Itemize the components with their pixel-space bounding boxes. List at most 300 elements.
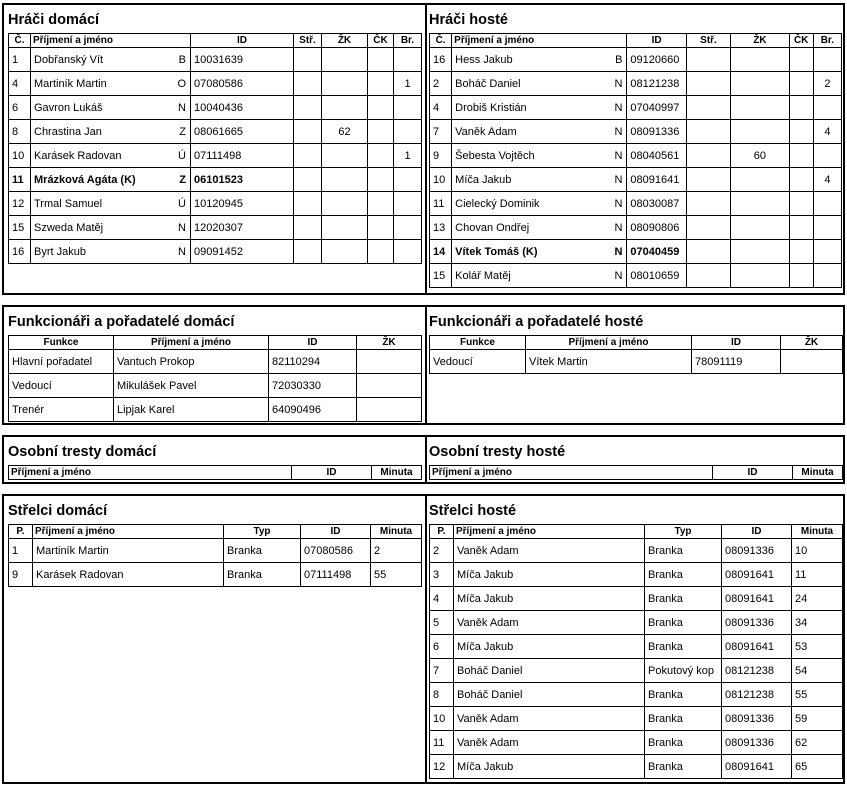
player-ck	[368, 120, 394, 144]
scorer-order: 2	[430, 539, 454, 563]
scorer-id: 08121238	[722, 659, 792, 683]
scorer-order: 9	[9, 563, 33, 587]
player-zk	[322, 72, 368, 96]
player-name-cell	[452, 216, 627, 240]
goal-type: Branka	[645, 539, 722, 563]
scorer-order: 11	[430, 731, 454, 755]
player-number: 8	[9, 120, 31, 144]
col-str: Stř.	[294, 34, 322, 48]
col-id: ID	[191, 34, 294, 48]
official-zk	[357, 350, 422, 374]
player-name-cell	[31, 168, 191, 192]
official-name: Mikulášek Pavel	[114, 374, 269, 398]
table-header-row	[430, 466, 843, 480]
players-section	[2, 3, 845, 295]
col-id: ID	[722, 525, 792, 539]
player-name: Drobiš Kristián	[455, 101, 527, 114]
player-id: 08090806	[627, 216, 686, 240]
player-str	[294, 144, 322, 168]
scorer-id: 08091641	[722, 755, 792, 779]
player-zk: 62	[322, 120, 368, 144]
home-players-panel	[4, 5, 427, 293]
table-row	[430, 48, 842, 72]
official-id: 82110294	[269, 350, 357, 374]
player-name: Chovan Ondřej	[455, 221, 530, 234]
col-p: P.	[9, 525, 33, 539]
player-position: N	[614, 173, 623, 186]
player-zk	[731, 48, 789, 72]
col-zk: ŽK	[781, 336, 843, 350]
officials-section	[2, 305, 845, 425]
player-zk	[731, 192, 789, 216]
col-name: Příjmení a jméno	[114, 336, 269, 350]
player-id: 10120945	[191, 192, 294, 216]
scorer-name: Vaněk Adam	[454, 611, 645, 635]
player-ck	[368, 72, 394, 96]
player-id: 08121238	[627, 72, 686, 96]
player-str	[686, 144, 730, 168]
player-ck	[789, 120, 813, 144]
player-zk	[322, 168, 368, 192]
official-name: Lipjak Karel	[114, 398, 269, 422]
col-br: Br.	[394, 34, 422, 48]
player-number: 14	[430, 240, 452, 264]
col-function: Funkce	[9, 336, 114, 350]
player-str	[294, 96, 322, 120]
table-header-row	[9, 525, 422, 539]
goal-minute: 10	[792, 539, 843, 563]
scorer-order: 4	[430, 587, 454, 611]
player-number: 7	[430, 120, 452, 144]
table-row	[9, 350, 422, 374]
col-zk: ŽK	[731, 34, 789, 48]
col-id: ID	[627, 34, 686, 48]
player-number: 10	[430, 168, 452, 192]
table-row	[9, 192, 422, 216]
home-scorers-panel	[4, 496, 427, 782]
player-br	[394, 168, 422, 192]
goal-minute: 24	[792, 587, 843, 611]
player-zk: 60	[731, 144, 789, 168]
table-row	[9, 96, 422, 120]
player-id: 10031639	[191, 48, 294, 72]
player-name-cell	[452, 168, 627, 192]
goal-minute: 2	[371, 539, 422, 563]
player-id: 10040436	[191, 96, 294, 120]
scorer-order: 5	[430, 611, 454, 635]
player-name-cell	[31, 96, 191, 120]
col-name: Příjmení a jméno	[9, 466, 292, 480]
player-name: Szweda Matěj	[34, 221, 104, 234]
player-name-cell	[452, 192, 627, 216]
player-zk	[322, 96, 368, 120]
scorer-name: Míča Jakub	[454, 563, 645, 587]
player-name-cell	[31, 144, 191, 168]
player-name-cell	[452, 264, 627, 288]
player-zk	[322, 192, 368, 216]
player-position: N	[614, 197, 623, 210]
player-br	[813, 192, 841, 216]
away-officials-panel	[425, 307, 843, 423]
player-str	[686, 192, 730, 216]
col-num: Č.	[430, 34, 452, 48]
scorer-name: Boháč Daniel	[454, 659, 645, 683]
away-officials-title: Funkcionáři a pořadatelé hosté	[429, 314, 644, 330]
col-id: ID	[269, 336, 357, 350]
home-scorers-table	[8, 524, 422, 587]
player-id: 12020307	[191, 216, 294, 240]
scorer-id: 08091336	[722, 731, 792, 755]
official-name: Vítek Martin	[526, 350, 692, 374]
col-num: Č.	[9, 34, 31, 48]
player-ck	[789, 48, 813, 72]
table-header-row	[430, 336, 843, 350]
player-name: Karásek Radovan	[34, 149, 122, 162]
player-name: Cielecký Dominik	[455, 197, 540, 210]
player-position: O	[177, 77, 186, 90]
table-row	[9, 120, 422, 144]
scorer-id: 08091641	[722, 587, 792, 611]
player-position: Z	[179, 173, 186, 186]
player-str	[686, 72, 730, 96]
table-row	[430, 755, 843, 779]
table-row	[430, 240, 842, 264]
player-zk	[731, 96, 789, 120]
scorer-order: 6	[430, 635, 454, 659]
player-name: Mrázková Agáta	[34, 173, 118, 186]
player-name: Trmal Samuel	[34, 197, 103, 210]
table-row	[430, 563, 843, 587]
col-ck: ČK	[789, 34, 813, 48]
goal-minute: 11	[792, 563, 843, 587]
table-row	[9, 144, 422, 168]
away-penalties-panel	[425, 437, 843, 482]
player-position: N	[614, 269, 623, 282]
player-position: N	[614, 245, 623, 258]
player-position: N	[178, 221, 186, 234]
player-br	[813, 216, 841, 240]
player-id: 09120660	[627, 48, 686, 72]
col-id: ID	[301, 525, 371, 539]
player-number: 10	[9, 144, 31, 168]
table-row	[9, 563, 422, 587]
player-br: 2	[813, 72, 841, 96]
col-name: Příjmení a jméno	[430, 466, 713, 480]
player-ck	[368, 240, 394, 264]
player-position: N	[614, 77, 623, 90]
player-name: Byrt Jakub	[34, 245, 86, 258]
player-id: 06101523	[191, 168, 294, 192]
official-function: Vedoucí	[9, 374, 114, 398]
goal-type: Branka	[224, 563, 301, 587]
player-ck	[789, 264, 813, 288]
player-str	[294, 72, 322, 96]
home-officials-table	[8, 335, 422, 422]
player-number: 1	[9, 48, 31, 72]
player-name: Šebesta Vojtěch	[455, 149, 535, 162]
player-name: Martiník Martin	[34, 77, 107, 90]
player-id: 09091452	[191, 240, 294, 264]
player-ck	[368, 168, 394, 192]
goal-type: Branka	[645, 707, 722, 731]
player-br	[394, 48, 422, 72]
home-penalties-table	[8, 465, 422, 480]
scorer-id: 08091336	[722, 539, 792, 563]
player-ck	[368, 216, 394, 240]
scorers-section	[2, 494, 845, 784]
player-position: Ú	[178, 197, 186, 210]
player-str	[686, 168, 730, 192]
scorer-name: Boháč Daniel	[454, 683, 645, 707]
player-name-cell	[452, 144, 627, 168]
scorer-order: 7	[430, 659, 454, 683]
player-id: 08010659	[627, 264, 686, 288]
player-position: N	[178, 245, 186, 258]
player-ck	[789, 216, 813, 240]
player-number: 4	[430, 96, 452, 120]
col-id: ID	[713, 466, 793, 480]
player-name: Vítek Tomáš	[455, 245, 520, 258]
player-number: 12	[9, 192, 31, 216]
official-id: 72030330	[269, 374, 357, 398]
player-number: 11	[430, 192, 452, 216]
player-str	[294, 192, 322, 216]
scorer-order: 8	[430, 683, 454, 707]
goal-minute: 62	[792, 731, 843, 755]
player-ck	[368, 96, 394, 120]
col-zk: ŽK	[322, 34, 368, 48]
away-scorers-panel	[425, 496, 843, 782]
player-zk	[731, 168, 789, 192]
scorer-name: Vaněk Adam	[454, 539, 645, 563]
scorer-name: Vaněk Adam	[454, 731, 645, 755]
col-name: Příjmení a jméno	[526, 336, 692, 350]
home-players-table	[8, 33, 422, 264]
player-name: Hess Jakub	[455, 53, 513, 66]
player-ck	[368, 144, 394, 168]
col-br: Br.	[813, 34, 841, 48]
away-players-panel	[425, 5, 843, 293]
player-br	[813, 48, 841, 72]
official-zk	[357, 374, 422, 398]
player-id: 07111498	[191, 144, 294, 168]
player-str	[294, 48, 322, 72]
penalties-section	[2, 435, 845, 484]
scorer-id: 08091641	[722, 635, 792, 659]
player-str	[686, 264, 730, 288]
player-number: 15	[430, 264, 452, 288]
table-row	[430, 120, 842, 144]
table-row	[9, 398, 422, 422]
player-br	[813, 96, 841, 120]
official-function: Hlavní pořadatel	[9, 350, 114, 374]
official-id: 78091119	[692, 350, 781, 374]
scorer-order: 3	[430, 563, 454, 587]
table-row	[9, 72, 422, 96]
col-minute: Minuta	[792, 525, 843, 539]
table-row	[430, 216, 842, 240]
col-name: Příjmení a jméno	[31, 34, 191, 48]
scorer-id: 07111498	[301, 563, 371, 587]
table-header-row	[9, 466, 422, 480]
goal-type: Pokutový kop	[645, 659, 722, 683]
away-players-table	[429, 33, 842, 288]
col-id: ID	[292, 466, 372, 480]
official-name: Vantuch Prokop	[114, 350, 269, 374]
official-function: Trenér	[9, 398, 114, 422]
table-row	[9, 168, 422, 192]
table-header-row	[9, 336, 422, 350]
player-ck	[789, 96, 813, 120]
official-zk	[357, 398, 422, 422]
player-id: 07040997	[627, 96, 686, 120]
player-id: 08091336	[627, 120, 686, 144]
player-br	[813, 240, 841, 264]
col-p: P.	[430, 525, 454, 539]
player-br	[394, 96, 422, 120]
player-name-cell	[31, 216, 191, 240]
captain-mark: (K)	[120, 173, 136, 186]
player-ck	[789, 72, 813, 96]
table-row	[430, 96, 842, 120]
goal-minute: 54	[792, 659, 843, 683]
col-name: Příjmení a jméno	[452, 34, 627, 48]
player-name-cell	[452, 240, 627, 264]
player-position: N	[614, 125, 623, 138]
table-row	[9, 539, 422, 563]
table-row	[9, 240, 422, 264]
home-penalties-panel	[4, 437, 427, 482]
col-id: ID	[692, 336, 781, 350]
player-name-cell	[452, 96, 627, 120]
player-zk	[322, 240, 368, 264]
away-penalties-title: Osobní tresty hosté	[429, 444, 566, 460]
scorer-order: 12	[430, 755, 454, 779]
player-position: B	[178, 53, 186, 66]
table-row	[9, 374, 422, 398]
scorer-order: 10	[430, 707, 454, 731]
player-str	[686, 216, 730, 240]
scorer-id: 08121238	[722, 683, 792, 707]
away-officials-table	[429, 335, 843, 374]
player-id: 07040459	[627, 240, 686, 264]
away-scorers-table	[429, 524, 843, 779]
player-name-cell	[31, 192, 191, 216]
col-function: Funkce	[430, 336, 526, 350]
table-row	[430, 659, 843, 683]
home-players-title: Hráči domácí	[8, 12, 100, 28]
player-name-cell	[452, 72, 627, 96]
player-str	[686, 240, 730, 264]
player-zk	[731, 264, 789, 288]
col-str: Stř.	[686, 34, 730, 48]
player-br	[813, 144, 841, 168]
player-position: Ú	[178, 149, 186, 162]
goal-minute: 34	[792, 611, 843, 635]
player-name: Dobřanský Vít	[34, 53, 104, 66]
player-number: 16	[430, 48, 452, 72]
home-officials-panel	[4, 307, 427, 423]
player-name-cell	[31, 240, 191, 264]
table-row	[430, 611, 843, 635]
goal-type: Branka	[645, 563, 722, 587]
player-name: Kolář Matěj	[455, 269, 511, 282]
goal-type: Branka	[224, 539, 301, 563]
player-number: 16	[9, 240, 31, 264]
col-type: Typ	[645, 525, 722, 539]
table-header-row	[430, 34, 842, 48]
home-scorers-title: Střelci domácí	[8, 503, 108, 519]
player-name: Vaněk Adam	[455, 125, 517, 138]
player-zk	[731, 72, 789, 96]
scorer-order: 1	[9, 539, 33, 563]
player-name-cell	[31, 120, 191, 144]
away-penalties-table	[429, 465, 843, 480]
col-minute: Minuta	[372, 466, 422, 480]
scorer-id: 07080586	[301, 539, 371, 563]
goal-minute: 65	[792, 755, 843, 779]
player-id: 08040561	[627, 144, 686, 168]
player-ck	[789, 144, 813, 168]
table-row	[430, 168, 842, 192]
player-name-cell	[31, 72, 191, 96]
player-position: N	[614, 221, 623, 234]
away-players-title: Hráči hosté	[429, 12, 508, 28]
player-position: B	[615, 53, 623, 66]
col-zk: ŽK	[357, 336, 422, 350]
player-br	[394, 216, 422, 240]
scorer-name: Míča Jakub	[454, 587, 645, 611]
player-position: N	[614, 149, 623, 162]
player-str	[294, 216, 322, 240]
player-position: Z	[179, 125, 186, 138]
player-zk	[322, 48, 368, 72]
table-row	[430, 683, 843, 707]
scorer-id: 08091336	[722, 707, 792, 731]
player-position: N	[178, 101, 186, 114]
scorer-name: Martiník Martin	[33, 539, 224, 563]
col-name: Příjmení a jméno	[33, 525, 224, 539]
scorer-id: 08091641	[722, 563, 792, 587]
player-name-cell	[31, 48, 191, 72]
player-name: Chrastina Jan	[34, 125, 102, 138]
player-id: 08030087	[627, 192, 686, 216]
player-name: Míča Jakub	[455, 173, 512, 186]
home-officials-title: Funkcionáři a pořadatelé domácí	[8, 314, 235, 330]
captain-mark: (K)	[522, 245, 538, 258]
scorer-name: Vaněk Adam	[454, 707, 645, 731]
player-br: 1	[394, 72, 422, 96]
goal-type: Branka	[645, 611, 722, 635]
home-penalties-title: Osobní tresty domácí	[8, 444, 157, 460]
player-zk	[731, 216, 789, 240]
player-ck	[368, 48, 394, 72]
table-row	[430, 587, 843, 611]
table-row	[9, 216, 422, 240]
player-number: 9	[430, 144, 452, 168]
goal-type: Branka	[645, 731, 722, 755]
table-row	[430, 707, 843, 731]
player-name: Gavron Lukáš	[34, 101, 103, 114]
player-br: 4	[813, 120, 841, 144]
player-br	[813, 264, 841, 288]
goal-minute: 55	[792, 683, 843, 707]
player-str	[294, 120, 322, 144]
goal-minute: 53	[792, 635, 843, 659]
table-header-row	[9, 34, 422, 48]
player-str	[686, 96, 730, 120]
col-name: Příjmení a jméno	[454, 525, 645, 539]
